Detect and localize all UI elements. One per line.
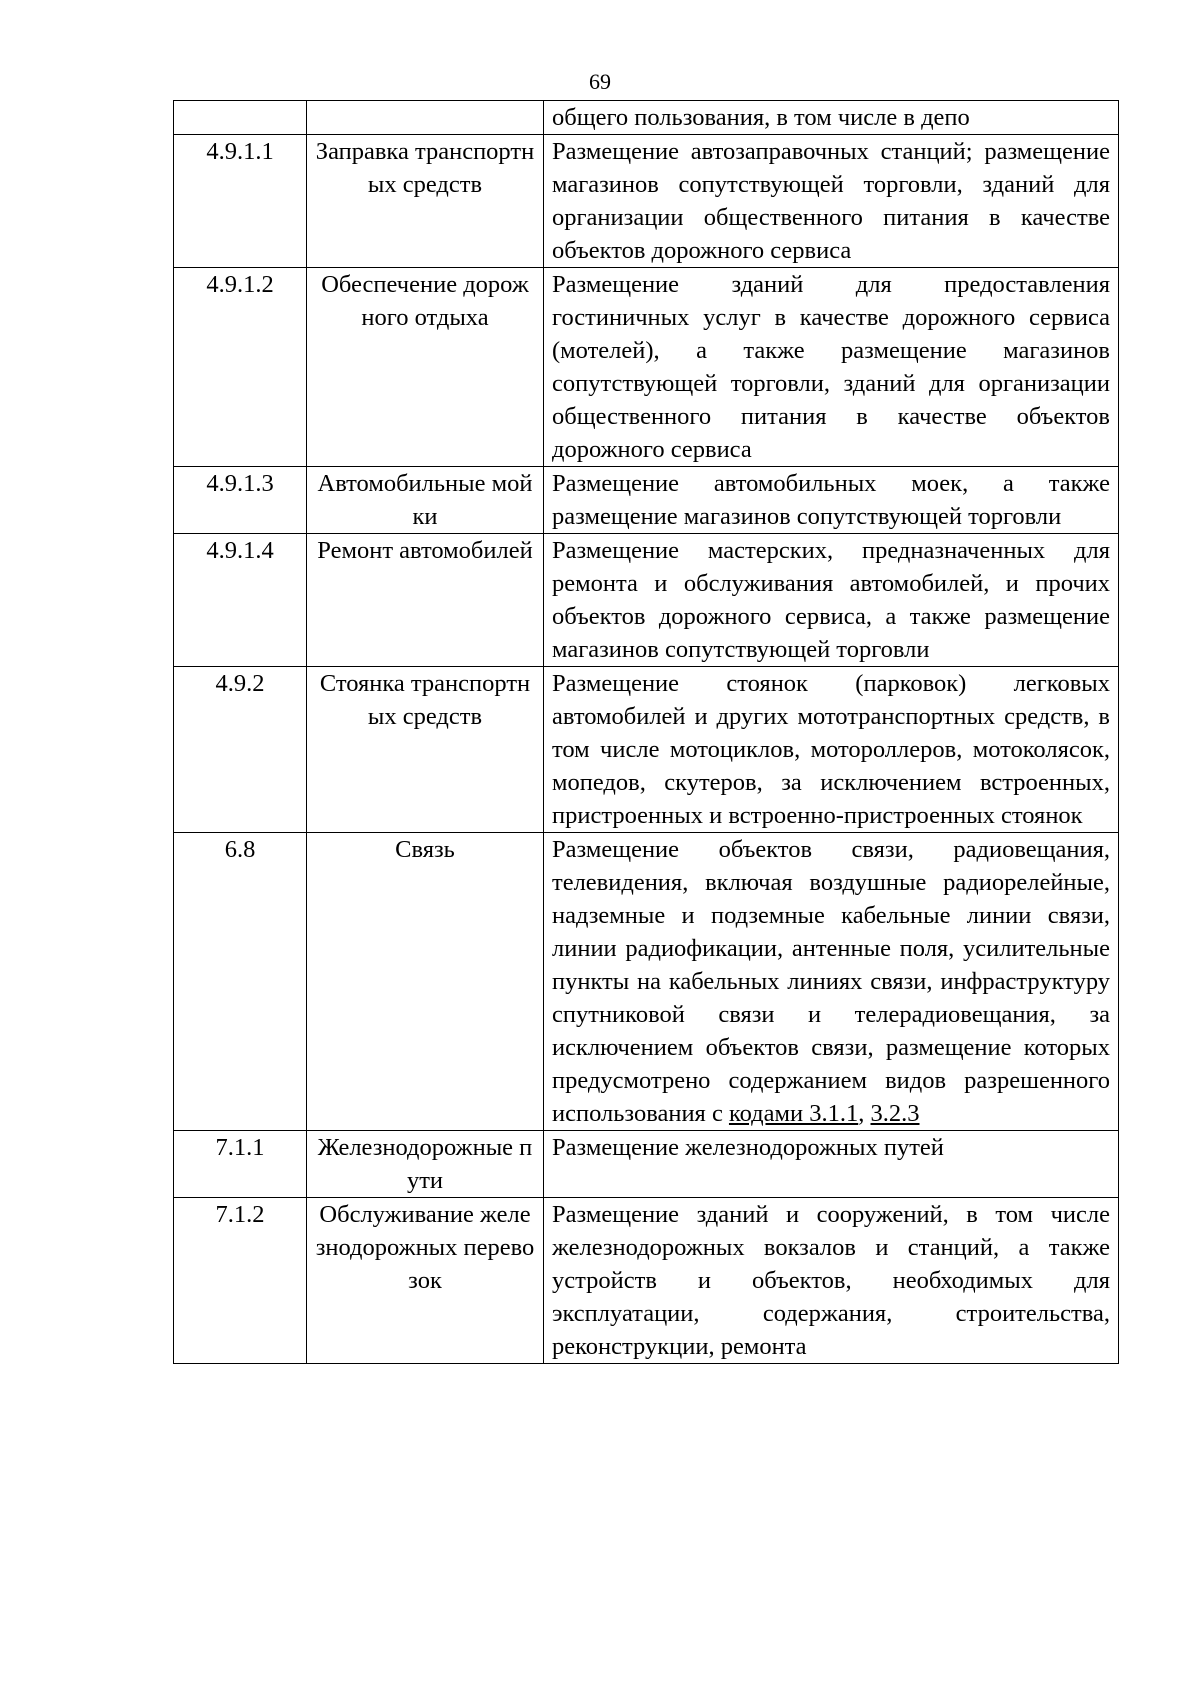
row-code: 4.9.1.4: [174, 534, 307, 667]
row-code: 6.8: [174, 833, 307, 1131]
row-description: общего пользования, в том числе в депо: [544, 101, 1119, 135]
row-name: Заправка транспортных средств: [307, 135, 544, 268]
land-use-table: [173, 100, 1119, 1364]
row-description: Размещение мастерских, предназначенных для ремонта и обслуживания автомобилей, и прочих объектов дорожного сервиса, а также размещение магазинов сопутствующей торговли: [544, 534, 1119, 667]
row-description: Размещение автозаправочных станций; размещение магазинов сопутствующей торговли, зданий для организации общественного питания в качестве объектов дорожного сервиса: [544, 135, 1119, 268]
row-name: Автомобильные мойки: [307, 467, 544, 534]
row-description: [544, 833, 1119, 1131]
table-row: [174, 534, 1119, 667]
row-name: Обеспечение дорожного отдыха: [307, 268, 544, 467]
row-description: Размещение зданий и сооружений, в том числе железнодорожных вокзалов и станций, а также устройств и объектов, необходимых для эксплуатации, содержания, строительства, реконструкции, ремонта: [544, 1198, 1119, 1364]
row-description: Размещение зданий для предоставления гостиничных услуг в качестве дорожного сервиса (мотелей), а также размещение магазинов сопутствующей торговли, зданий для организации общественного питания в качестве объектов дорожного сервиса: [544, 268, 1119, 467]
row-code: 7.1.1: [174, 1131, 307, 1198]
row-code: 4.9.1.1: [174, 135, 307, 268]
code-reference-link[interactable]: кодами 3.1.1: [728, 1100, 859, 1127]
row-code: 4.9.1.2: [174, 268, 307, 467]
row-code: 4.9.1.3: [174, 467, 307, 534]
table-row: [174, 667, 1119, 833]
row-code: 7.1.2: [174, 1198, 307, 1364]
row-name: Обслуживание железнодорожных перевозок: [307, 1198, 544, 1364]
table-row: [174, 833, 1119, 1131]
row-name: Стоянка транспортных средств: [307, 667, 544, 833]
row-code: [174, 101, 307, 135]
table-row: [174, 268, 1119, 467]
row-name: [307, 101, 544, 135]
row-code: 4.9.2: [174, 667, 307, 833]
row-description: Размещение железнодорожных путей: [544, 1131, 1119, 1198]
table-row: [174, 467, 1119, 534]
row-description: Размещение стоянок (парковок) легковых автомобилей и других мототранспортных средств, в том числе мотоциклов, мотороллеров, мотоколясок, мопедов, скутеров, за исключением встроенных, пристроенных и встроенно-пристроенных стоянок: [544, 667, 1119, 833]
table-row: [174, 1198, 1119, 1364]
page-number: 69: [589, 69, 611, 94]
row-name: Ремонт автомобилей: [307, 534, 544, 667]
table-row: [174, 135, 1119, 268]
table-row: [174, 1131, 1119, 1198]
table-row: [174, 101, 1119, 135]
reference-separator: ,: [858, 1100, 871, 1127]
row-description: Размещение автомобильных моек, а также размещение магазинов сопутствующей торговли: [544, 467, 1119, 534]
row-name: Связь: [307, 833, 544, 1131]
code-reference-link[interactable]: 3.2.3: [870, 1100, 920, 1127]
row-description-text: Размещение объектов связи, радиовещания, телевидения, включая воздушные радиорелейные, надземные и подземные кабельные линии связи, линии радиофикации, антенные поля, усилительные пункты на кабельных линиях связи, инфраструктуру спутниковой связи и телерадиовещания, за исключением объектов связи, размещение которых предусмотрено содержанием видов разрешенного использования с: [552, 836, 1110, 1127]
row-name: Железнодорожные пути: [307, 1131, 544, 1198]
